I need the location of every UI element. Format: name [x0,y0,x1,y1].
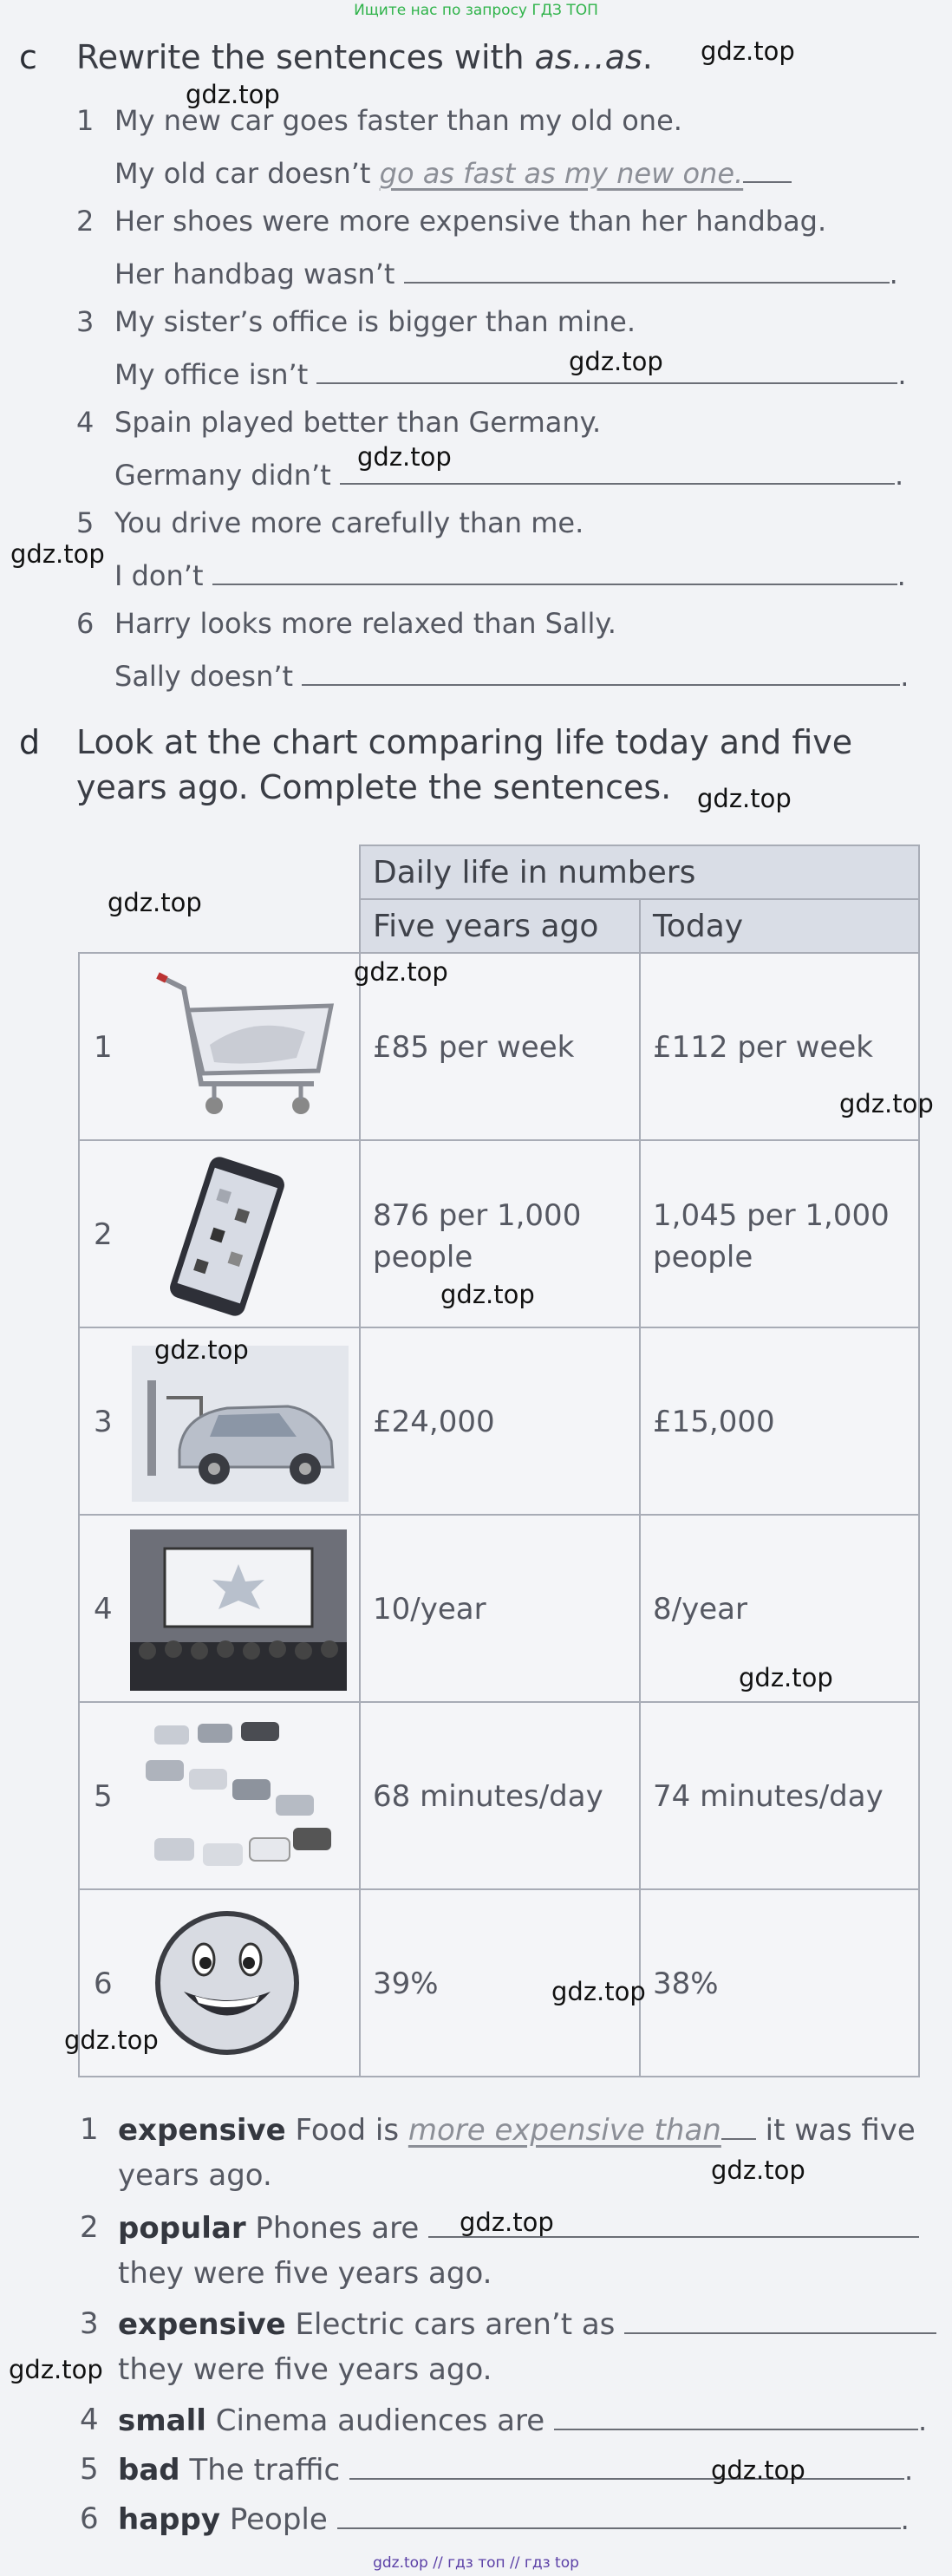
watermark: gdz.top [357,442,452,472]
row-number: 5 [94,1779,113,1814]
exercise-text: Phones are [255,2211,420,2246]
exercise-line [118,2112,916,2148]
exercise-line2: they were five years ago. [118,2256,492,2291]
exercise-keyword: happy [118,2502,220,2537]
item-number: 2 [76,205,95,238]
value-five-years-ago: £85 per week [373,1030,575,1065]
exercise-text: Cinema audiences are [215,2403,545,2438]
shopping-cart-icon [132,962,349,1136]
chart-cell [359,1514,641,1703]
item-rewrite: Her handbag wasn’t . [114,258,898,290]
value-today-line1: 1,045 per 1,000 [653,1198,890,1233]
rewrite-prompt: I don’t [114,559,204,592]
answer-blank[interactable] [404,256,890,284]
chart-row-picture-cell [78,1701,361,1890]
chart-cell [359,1701,641,1890]
section-c-heading-suffix: . [642,38,653,76]
watermark: gdz.top [711,2155,805,2185]
answer-blank[interactable] [624,2306,936,2334]
column-header-five-years-ago: Five years ago [373,909,599,944]
chart-row-picture-cell [78,952,361,1141]
value-today: 8/year [653,1592,747,1627]
watermark: gdz.top [440,1280,535,1309]
item-rewrite: Sally doesn’t . [114,660,910,693]
section-c-heading-italic: as…as [534,38,642,76]
item-rewrite: Germany didn’t . [114,459,904,492]
chart-title-cell [359,845,920,900]
watermark: gdz.top [10,539,105,569]
value-five-years-ago: 39% [373,1966,439,2001]
exercise-line2: years ago. [118,2158,272,2193]
exercise-keyword: bad [118,2453,180,2488]
exercise-text-after: it was five [765,2113,916,2148]
value-five-years-ago: 10/year [373,1592,486,1627]
watermark: gdz.top [108,888,202,917]
exercise-number: 3 [80,2306,99,2341]
smartphone-icon [158,1154,297,1319]
answer-blank[interactable] [212,558,897,585]
watermark: gdz.top [569,347,663,376]
rewrite-prompt: Her handbag wasn’t [114,258,395,290]
chart-cell [639,1888,920,2077]
exercise-text: Electric cars aren’t as [295,2307,616,2342]
exercise-line2: they were five years ago. [118,2352,492,2387]
section-d-heading-line1: Look at the chart comparing life today and five [76,723,853,761]
exercise-keyword: expensive [118,2307,286,2342]
exercise-text: Food is [295,2113,400,2148]
answer-blank[interactable] [554,2403,918,2430]
traffic-jam-icon [137,1717,345,1878]
watermark: gdz.top [711,2455,805,2485]
value-five-years-ago: £24,000 [373,1405,495,1439]
exercise-keyword: popular [118,2211,246,2246]
answer-blank[interactable] [721,2112,756,2140]
rewrite-prompt: Sally doesn’t [114,660,294,693]
item-rewrite [114,155,792,190]
footer-note: gdz.top // гдз топ // гдз top [373,2554,579,2572]
exercise-number: 2 [80,2210,99,2245]
answer-blank[interactable] [349,2452,904,2480]
item-rewrite: I don’t . [114,559,906,592]
section-c-heading [76,35,653,80]
chart-cell [639,1701,920,1890]
search-hint-banner: Ищите нас по запросу ГДЗ ТОП [354,2,598,19]
row-number: 4 [94,1592,113,1627]
exercise-number: 1 [80,2112,99,2147]
row-number: 3 [94,1405,113,1439]
answer-blank[interactable] [302,658,900,686]
watermark: gdz.top [701,36,795,66]
item-number: 1 [76,104,95,137]
electric-car-icon [132,1346,349,1502]
row-number: 6 [94,1966,113,2001]
value-today: £112 per week [653,1030,873,1065]
value-today: 38% [653,1966,719,2001]
value-five-years-ago-line1: 876 per 1,000 [373,1198,582,1233]
watermark: gdz.top [460,2208,554,2237]
watermark: gdz.top [551,1977,646,2006]
exercise-line: happy People . [118,2502,910,2537]
value-today-line2: people [653,1240,753,1275]
watermark: gdz.top [186,80,280,109]
exercise-line: bad The traffic . [118,2453,914,2488]
exercise-keyword: expensive [118,2113,286,2148]
chart-cell [359,1327,641,1516]
column-header-cell [359,898,641,954]
exercise-text: The traffic [189,2453,341,2488]
watermark: gdz.top [354,957,448,987]
cinema-screen-icon [130,1529,347,1691]
exercise-text: People [229,2502,328,2537]
item-sentence: My new car goes faster than my old one. [114,104,682,137]
section-d-heading-line2: years ago. Complete the sentences. [76,768,672,806]
row-number: 1 [94,1030,113,1065]
item-number: 6 [76,607,95,640]
watermark: gdz.top [739,1663,833,1692]
watermark: gdz.top [839,1089,934,1118]
section-d-letter: d [19,723,41,761]
value-today: 74 minutes/day [653,1779,884,1814]
watermark: gdz.top [154,1335,249,1365]
chart-row-picture-cell [78,1514,361,1703]
rewrite-prompt: Germany didn’t [114,459,331,492]
rewrite-prompt: My old car doesn’t [114,157,371,190]
exercise-line [118,2306,936,2342]
item-sentence: My sister’s office is bigger than mine. [114,305,636,338]
item-sentence: You drive more carefully than me. [114,506,584,539]
chart-cell [639,1327,920,1516]
value-five-years-ago: 68 minutes/day [373,1779,603,1814]
column-header-cell [639,898,920,954]
filled-answer: more expensive than [408,2113,721,2148]
item-number: 3 [76,305,95,338]
chart-row-picture-cell [78,1139,361,1328]
watermark: gdz.top [64,2025,159,2055]
watermark: gdz.top [9,2355,103,2384]
smiley-face-icon [153,1909,301,2057]
column-header-today: Today [653,909,744,944]
exercise-keyword: small [118,2403,206,2438]
chart-cell [639,1139,920,1328]
rewrite-prompt: My office isn’t [114,358,309,391]
chart-title: Daily life in numbers [373,855,696,890]
value-today: £15,000 [653,1405,775,1439]
item-sentence: Her shoes were more expensive than her handbag. [114,205,827,238]
item-rewrite: My office isn’t . [114,358,907,391]
exercise-number: 4 [80,2403,99,2437]
answer-blank[interactable] [743,155,792,183]
item-sentence: Spain played better than Germany. [114,406,602,439]
item-number: 4 [76,406,95,439]
item-number: 5 [76,506,95,539]
exercise-line: small Cinema audiences are . [118,2403,928,2438]
value-five-years-ago-line2: people [373,1240,473,1275]
section-c-letter: c [19,38,37,76]
watermark: gdz.top [697,784,792,813]
answer-blank[interactable] [337,2501,901,2529]
section-c-heading-prefix: Rewrite the sentences with [76,38,535,76]
row-number: 2 [94,1217,113,1252]
exercise-number: 5 [80,2452,99,2487]
item-sentence: Harry looks more relaxed than Sally. [114,607,616,640]
filled-answer: go as fast as my new one. [379,157,744,190]
exercise-number: 6 [80,2501,99,2536]
